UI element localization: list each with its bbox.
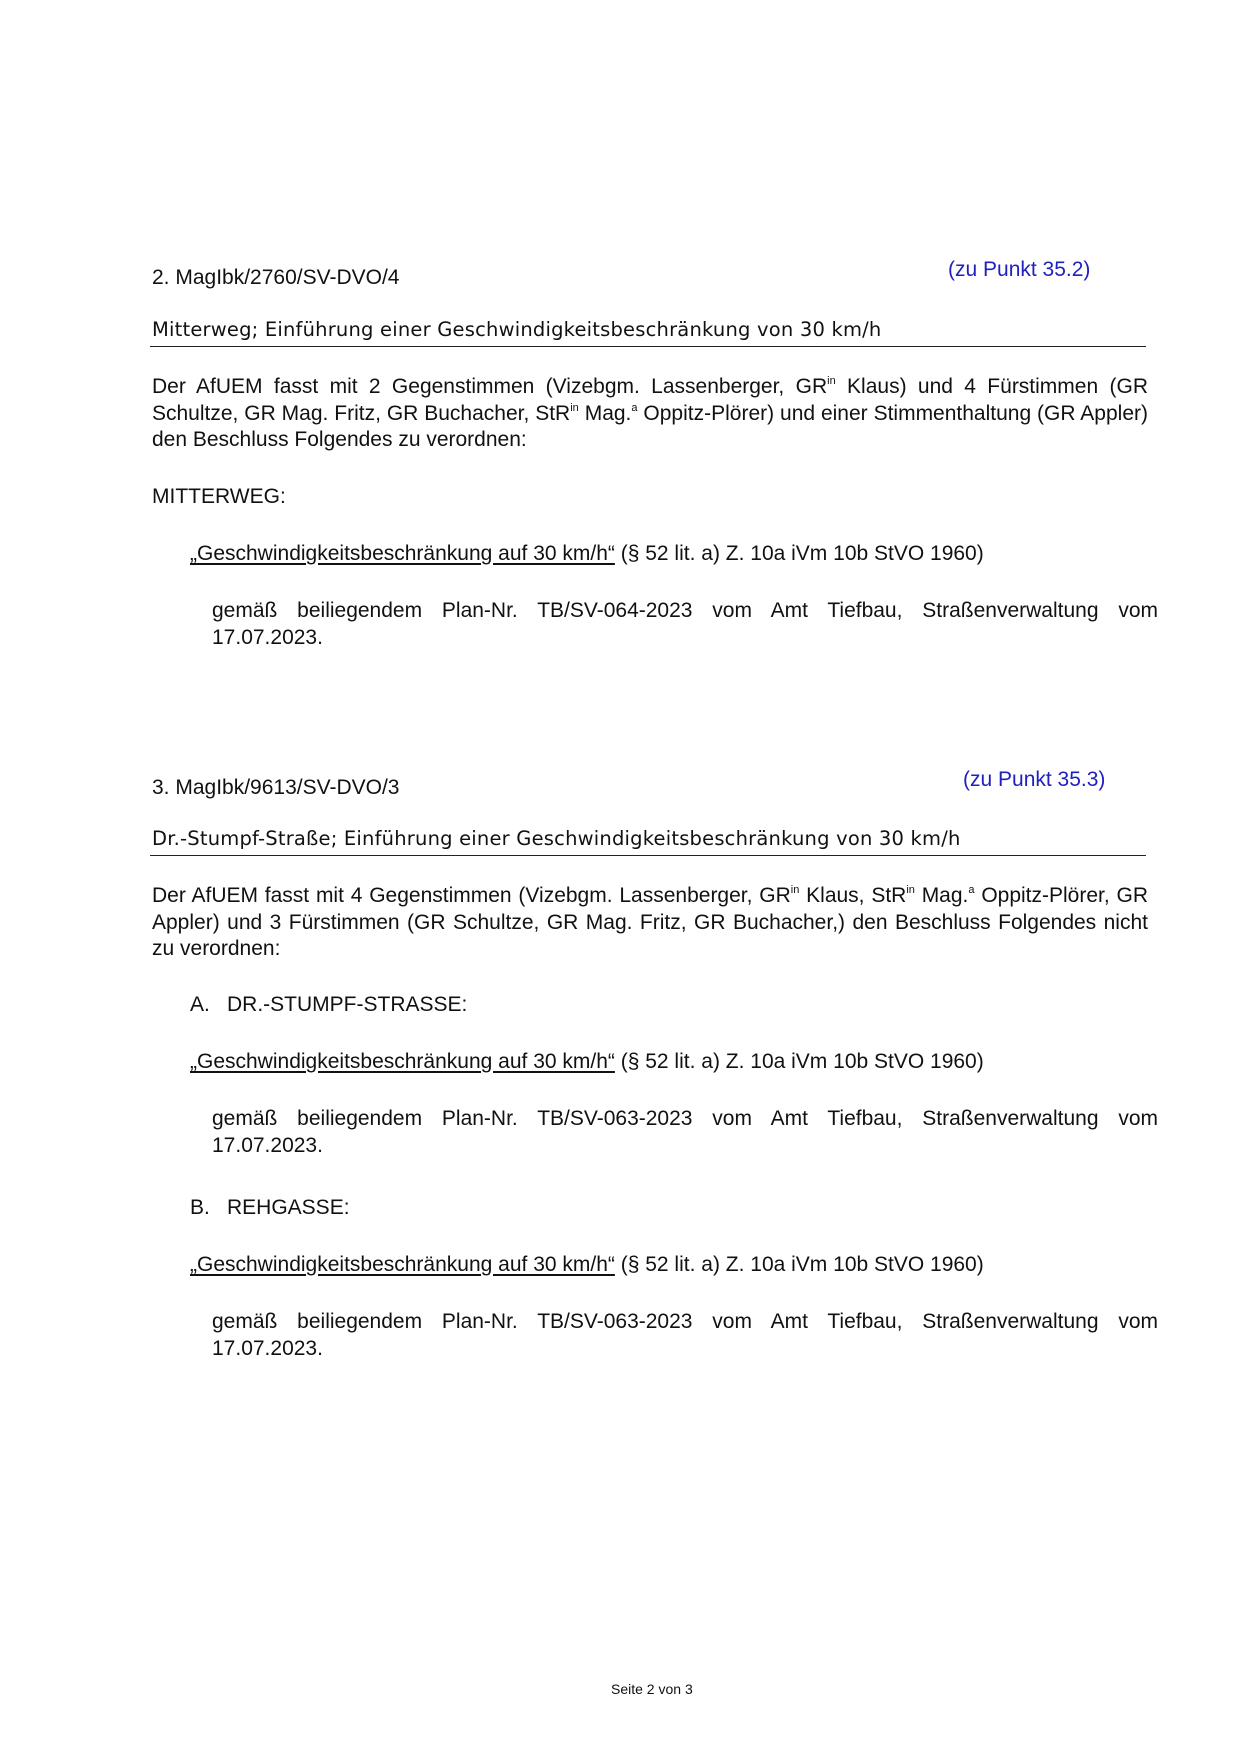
item-b-street-heading: REHGASSE: bbox=[227, 1196, 350, 1219]
section-3-title-rule bbox=[150, 855, 1146, 856]
section-2-number: 2. MagIbk/2760/SV-DVO/4 bbox=[152, 266, 400, 289]
item-a-street-heading: DR.-STUMPF-STRASSE: bbox=[227, 993, 468, 1016]
item-b-letter: B. bbox=[190, 1196, 210, 1219]
section-2-title-rule bbox=[150, 346, 1146, 347]
item-a-plan: gemäß beiliegendem Plan-Nr. TB/SV-063-2023 vom Amt Tiefbau, Straßenverwaltung vom 17.07.2023. bbox=[212, 1107, 1158, 1157]
page-footer: Seite 2 von 3 bbox=[611, 1681, 693, 1697]
section-2-measure-link: „Geschwindigkeitsbeschränkung auf 30 km/h“ bbox=[190, 542, 615, 565]
item-b-measure-link: „Geschwindigkeitsbeschränkung auf 30 km/h“ bbox=[190, 1253, 615, 1276]
section-3-number: 3. MagIbk/9613/SV-DVO/3 bbox=[152, 776, 400, 799]
item-a-measure-link: „Geschwindigkeitsbeschränkung auf 30 km/h“ bbox=[190, 1050, 615, 1073]
item-b-measure: „Geschwindigkeitsbeschränkung auf 30 km/h“ (§ 52 lit. a) Z. 10a iVm 10b StVO 1960) bbox=[190, 1253, 984, 1276]
item-a-measure: „Geschwindigkeitsbeschränkung auf 30 km/h“ (§ 52 lit. a) Z. 10a iVm 10b StVO 1960) bbox=[190, 1050, 984, 1073]
section-2-plan: gemäß beiliegendem Plan-Nr. TB/SV-064-2023 vom Amt Tiefbau, Straßenverwaltung vom 17.07.2023. bbox=[212, 599, 1158, 649]
section-2-title: Mitterweg; Einführung einer Geschwindigkeitsbeschränkung von 30 km/h bbox=[152, 318, 882, 341]
section-2-street-heading: MITTERWEG: bbox=[152, 485, 286, 508]
section-2-measure: „Geschwindigkeitsbeschränkung auf 30 km/h“ (§ 52 lit. a) Z. 10a iVm 10b StVO 1960) bbox=[190, 542, 984, 565]
section-3-reference-link[interactable]: (zu Punkt 35.3) bbox=[963, 768, 1106, 791]
item-b-plan: gemäß beiliegendem Plan-Nr. TB/SV-063-2023 vom Amt Tiefbau, Straßenverwaltung vom 17.07.2023. bbox=[212, 1310, 1158, 1360]
section-2-reference-link[interactable]: (zu Punkt 35.2) bbox=[948, 258, 1091, 281]
section-3-title: Dr.-Stumpf-Straße; Einführung einer Geschwindigkeitsbeschränkung von 30 km/h bbox=[152, 827, 961, 850]
item-a-letter: A. bbox=[190, 993, 210, 1016]
section-2-decision: Der AfUEM fasst mit 2 Gegenstimmen (Vizebgm. Lassenberger, $GR^{in}$ Klaus) und 4 Fürstimmen (GR Schultze, GR Mag. Fritz, GR Buchacher, StR$^{in}$ Mag.$^a$ Oppitz-Plörer) und einer Stimmenthaltung (GR Appler) den Beschluss Folgendes zu verordnen: bbox=[152, 375, 1148, 451]
section-3-decision: Der AfUEM fasst mit 4 Gegenstimmen (Vizebgm. Lassenberger, $GR^{in}$ Klaus, StR$^{in}$ Mag.$^a$ Oppitz-Plörer, GR Appler) und 3 Fürstimmen (GR Schultze, GR Mag. Fritz, GR Buchacher,) den Beschluss Folgendes nicht zu verordnen: bbox=[152, 884, 1148, 960]
